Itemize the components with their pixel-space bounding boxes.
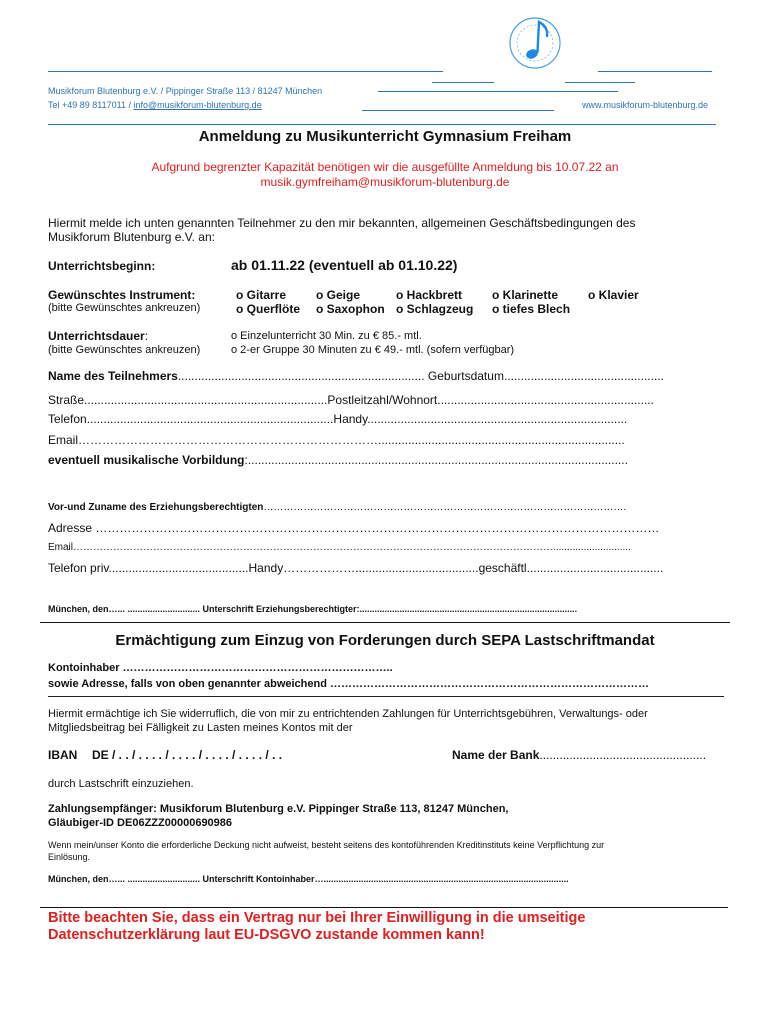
authorization-text-line1: Hiermit ermächtige ich Sie widerruflich, die von mir zu entrichtenden Zahlungen für Unterrichtsgebühren, Verwaltungs- oder xyxy=(48,708,648,720)
guardian-phone-priv-label: Telefon priv xyxy=(48,561,109,575)
participant-name-row[interactable] xyxy=(48,369,664,383)
option-querfloete[interactable]: o Querflöte xyxy=(236,302,301,316)
intro-text-line2: Musikforum Blutenburg e.V. an: xyxy=(48,230,215,244)
guardian-phone-row[interactable] xyxy=(48,561,720,575)
coverage-note-line1: Wenn mein/unser Konto die erforderliche Deckung nicht aufweist, besteht seitens des kontoführenden Kreditinstituts keine Verpflichtung zur xyxy=(48,840,605,850)
duration-colon: : xyxy=(144,329,149,343)
mobile-label: Handy xyxy=(333,412,368,426)
option-geige[interactable]: o Geige xyxy=(316,288,361,302)
mobile-field[interactable]: .............................................................................. xyxy=(367,412,628,426)
instrument-hint: (bitte Gewünschtes ankreuzen) xyxy=(48,302,201,314)
option-hackbrett[interactable]: o Hackbrett xyxy=(396,288,463,302)
email-row[interactable] xyxy=(48,433,720,447)
guardian-signature-line[interactable]: München, den…... ............................. Unterschrift Erziehungsberechtigter:....................................................................................... xyxy=(48,604,578,614)
footer-divider xyxy=(40,907,728,908)
option-schlagzeug[interactable]: o Schlagzeug xyxy=(396,302,474,316)
guardian-name-label: Vor-und Zuname des Erziehungsberechtigten xyxy=(48,502,264,513)
guardian-email-label: Email xyxy=(48,542,74,553)
postal-label: Postleitzahl/Wohnort xyxy=(327,393,438,407)
bank-name-field[interactable]: .................................................. xyxy=(539,748,707,762)
header-email-link[interactable]: info@musikforum-blutenburg.de xyxy=(133,100,262,110)
header-address: Musikforum Blutenburg e.V. / Pippinger Straße 113 / 81247 München xyxy=(48,86,323,96)
street-field[interactable]: ......................................................................... xyxy=(84,393,328,407)
account-holder-signature-line[interactable]: München, den…... ............................. Unterschrift Kontoinhaber….................................................................................................. xyxy=(48,874,569,884)
phone-label: Telefon xyxy=(48,412,87,426)
header-rule-small-2 xyxy=(565,82,635,83)
bank-name-label: Name der Bank xyxy=(452,748,540,762)
guardian-address-label: Adresse xyxy=(48,521,93,535)
sepa-title: Ermächtigung zum Einzug von Forderungen durch SEPA Lastschriftmandat xyxy=(115,632,655,649)
email-label: Email xyxy=(48,433,79,447)
previous-education-row[interactable] xyxy=(48,453,720,467)
birthdate-field[interactable]: ................................................ xyxy=(503,369,664,383)
account-address-label: sowie Adresse, falls von oben genannter abweichend xyxy=(48,678,327,690)
header-website[interactable]: www.musikforum-blutenburg.de xyxy=(582,100,709,110)
guardian-email-row[interactable] xyxy=(48,542,724,553)
guardian-address-field[interactable]: …………………………………………………………………………………………………………………………… xyxy=(92,521,660,535)
guardian-email-field[interactable]: ………………………………………………………………………………………………………………………………............................ xyxy=(73,542,631,553)
privacy-notice-line2: Datenschutzerklärung laut EU-DSGVO zustande kommen kann! xyxy=(48,927,485,943)
bank-name-row[interactable] xyxy=(452,748,706,762)
deadline-notice-line2: musik.gymfreiham@musikforum-blutenburg.de xyxy=(260,175,510,189)
guardian-address-row[interactable] xyxy=(48,521,720,535)
deadline-notice-line1: Aufgrund begrenzter Kapazität benötigen wir die ausgefüllte Anmeldung bis 10.07.22 an xyxy=(151,160,619,174)
phone-field[interactable]: .......................................................................... xyxy=(86,412,334,426)
previous-education-label: eventuell musikalische Vorbildung xyxy=(48,453,245,467)
header-rule-right xyxy=(598,71,712,72)
section-divider xyxy=(40,622,730,623)
street-label: Straße xyxy=(48,393,85,407)
participant-name-field[interactable]: .......................................................................... xyxy=(177,369,425,383)
guardian-business-label: geschäftl xyxy=(478,561,527,575)
iban-label: IBAN xyxy=(48,748,78,762)
header-rule-small-1 xyxy=(432,82,494,83)
account-address-field[interactable]: …………………………………………………………………………… xyxy=(326,678,650,690)
guardian-name-field[interactable]: ………………………………………………………………………………………………. xyxy=(263,502,627,513)
header-rule-left xyxy=(48,71,443,72)
guardian-mobile-label: Handy xyxy=(248,561,284,575)
participant-name-label: Name des Teilnehmers xyxy=(48,369,178,383)
account-holder-field[interactable]: ……………………………………………………………….. xyxy=(119,662,393,674)
option-gruppe[interactable]: o 2-er Gruppe 30 Minuten zu € 49.- mtl. (sofern verfügbar) xyxy=(231,344,515,356)
intro-text-line1: Hiermit melde ich unten genannten Teilnehmer zu den mir bekannten, allgemeinen Geschäftsbedingungen des xyxy=(48,216,636,230)
debit-text: durch Lastschrift einzuziehen. xyxy=(48,778,194,790)
birthdate-label: Geburtsdatum xyxy=(424,369,504,383)
creditor-id: Gläubiger-ID DE06ZZZ00000690986 xyxy=(48,817,233,829)
account-address-row[interactable] xyxy=(48,678,724,690)
instrument-label: Gewünschtes Instrument: xyxy=(48,288,196,302)
previous-education-field[interactable]: :.................................................................................................................. xyxy=(244,453,628,467)
header-rule-mid-2 xyxy=(362,110,554,111)
duration-hint: (bitte Gewünschtes ankreuzen) xyxy=(48,344,201,356)
payee-text: Zahlungsempfänger: Musikforum Blutenburg e.V. Pippinger Straße 113, 81247 München, xyxy=(48,803,509,815)
coverage-note-line2: Einlösung. xyxy=(48,852,91,862)
option-gitarre[interactable]: o Gitarre xyxy=(236,288,287,302)
street-row[interactable] xyxy=(48,393,654,407)
duration-label xyxy=(48,329,148,343)
postal-field[interactable]: ................................................................. xyxy=(437,393,654,407)
musikforum-logo xyxy=(506,14,564,72)
header-divider xyxy=(48,124,716,125)
duration-label-text: Unterrichtsdauer xyxy=(48,329,145,343)
email-field[interactable]: ………………………………………………………………….......................................................................... xyxy=(78,433,625,447)
start-value: ab 01.11.22 (eventuell ab 01.10.22) xyxy=(231,257,458,273)
guardian-mobile-field[interactable]: ………………..................................... xyxy=(283,561,479,575)
iban-field[interactable]: DE / . . / . . . . / . . . . / . . . . / . . . . / . . xyxy=(92,748,283,762)
account-holder-row[interactable] xyxy=(48,662,393,674)
guardian-name-row[interactable] xyxy=(48,502,720,513)
header-contact xyxy=(48,100,262,110)
option-klarinette[interactable]: o Klarinette xyxy=(492,288,559,302)
guardian-phone-priv-field[interactable]: .......................................... xyxy=(108,561,249,575)
authorization-text-line2: Mitgliedsbeitrag bei Fälligkeit zu Lasten meines Kontos mit der xyxy=(48,722,353,734)
start-label: Unterrichtsbeginn: xyxy=(48,259,156,273)
phone-row[interactable] xyxy=(48,412,627,426)
option-saxophon[interactable]: o Saxophon xyxy=(316,302,385,316)
header-rule-mid xyxy=(378,91,618,92)
guardian-business-field[interactable]: ......................................... xyxy=(526,561,664,575)
header-tel: Tel +49 89 8117011 / xyxy=(48,100,134,110)
sepa-rule xyxy=(48,696,724,697)
option-einzelunterricht[interactable]: o Einzelunterricht 30 Min. zu € 85.- mtl. xyxy=(231,330,422,342)
option-klavier[interactable]: o Klavier xyxy=(588,288,639,302)
option-tiefes-blech[interactable]: o tiefes Blech xyxy=(492,302,571,316)
account-holder-label: Kontoinhaber xyxy=(48,662,120,674)
privacy-notice-line1: Bitte beachten Sie, dass ein Vertrag nur bei Ihrer Einwilligung in die umseitige xyxy=(48,910,586,926)
page-title: Anmeldung zu Musikunterricht Gymnasium Freiham xyxy=(198,128,572,145)
